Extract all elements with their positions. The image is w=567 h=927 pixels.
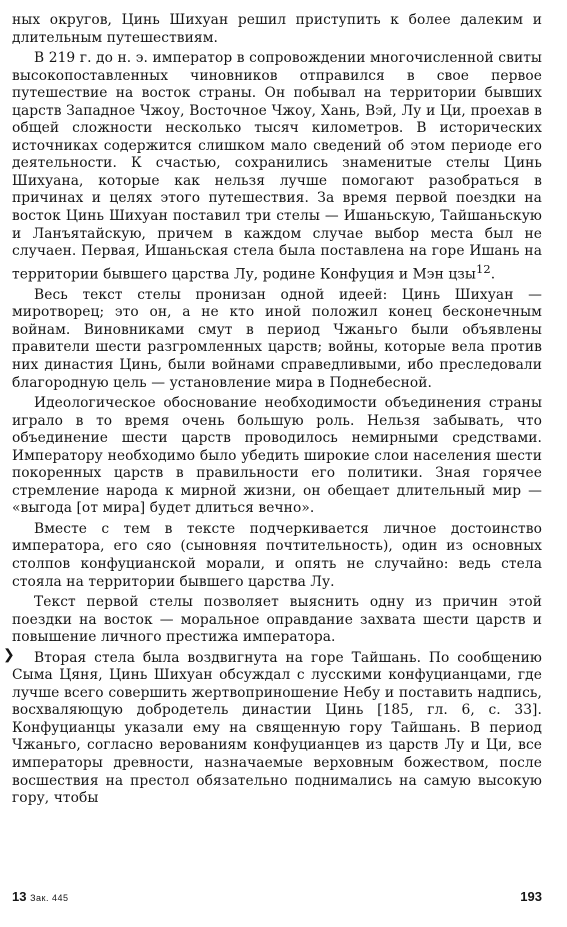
paragraph-continued: ных округов, Цинь Шихуан решил приступить к более далеким и длительным путешествиям.: [12, 12, 542, 46]
paragraph-second-stela: Вторая стела была воздвигнута на горе Тайшань. По сообщению Сыма Цяня, Цинь Шихуан обсуждал с лусскими конфуцианцами, где лучше всего совершить жертвоприношение Небу и поставить надпись, восхваляющую добродетель династии Цинь [185, гл. 6, с. 33]. Конфуцианцы указали ему на священную гору Тайшань. В период Чжаньго, согласно верованиям конфуцианцев из царств Лу и Ци, все императоры древности, назначаемые верховным божеством, после восшествия на престол обязательно поднимались на самую высокую гору, чтобы: [12, 649, 542, 807]
paragraph-first-journey-text: В 219 г. до н. э. император в сопровождении многочисленной свиты высокопоставленных чиновников отправился в свое первое путешествие на восток страны. Он побывал на территории бывших царств Западное Чжоу, Восточное Чжоу, Хань, Вэй, Лу и Ци, проехав в общей сложности несколько тысяч километров. В исторических источниках содержится слишком мало сведений об этом периоде его деятельности. К счастью, сохранились знаменитые стелы Цинь Шихуана, которые как нельзя лучше помогают разобраться в причинах и целях этого путешествия. За время первой поездки на восток Цинь Шихуан поставил три стелы — Ишаньскую, Тайшаньскую и Ланъятайскую, причем в каждом случае выбор места был не случаен. Первая, Ишаньская стела была поставлена на горе Ишань на территории бывшего царства Лу, родине Конфуция и Мэн цзы: [12, 50, 542, 283]
signature-code: Зак. 445: [30, 893, 69, 903]
paragraph-dignity: Вместе с тем в тексте подчеркивается личное достоинство императора, его сяо (сыновняя почтительность), один из основных столпов конфуцианской морали, и опять не случайно: ведь стела стояла на территории бывшего царства Лу.: [12, 520, 542, 590]
page-text: [12, 12, 542, 808]
margin-marker: ❯: [3, 647, 15, 663]
page-footer: [12, 889, 542, 909]
paragraph-first-stela-purpose: Текст первой стелы позволяет выяснить одну из причин этой поездки на восток — моральное оправдание захвата шести царств и повышение личного престижа императора.: [12, 594, 542, 646]
signature-number: 13: [12, 889, 27, 904]
paragraph-stela-text: Весь текст стелы пронизан одной идеей: Цинь Шихуан — миротворец; это он, а не кто иной положил конец бесконечным войнам. Виновниками смут в период Чжаньго были объявлены правители шести разгромленных царств; войны, которые вела против них династия Цинь, были войнами справедливыми, ибо преследовали благородную цель — установление мира в Поднебесной.: [12, 286, 542, 391]
paragraph-first-journey: В 219 г. до н. э. император в сопровождении многочисленной свиты высокопоставленных чиновников отправился в свое первое путешествие на восток страны. Он побывал на территории бывших царств Западное Чжоу, Восточное Чжоу, Хань, Вэй, Лу и Ци, проехав в общей сложности несколько тысяч километров. В исторических источниках содержится слишком мало сведений об этом периоде его деятельности. К счастью, сохранились знаменитые стелы Цинь Шихуана, которые как нельзя лучше помогают разобраться в причинах и целях этого путешествия. За время первой поездки на восток Цинь Шихуан поставил три стелы — Ишаньскую, Тайшаньскую и Ланъятайскую, причем в каждом случае выбор места был не случаен. Первая, Ишаньская стела была поставлена на горе Ишань на территории бывшего царства Лу, родине Конфуция и Мэн цзы$^{12}$.: [12, 50, 542, 283]
page-number: 193: [520, 889, 542, 904]
paragraph-ideology: Идеологическое обоснование необходимости объединения страны играло в то время очень большую роль. Нельзя забывать, что объединение шести царств проводилось немирными средствами. Императору необходимо было убедить широкие слои населения шести покоренных царств в правильности его политики. Зная горячее стремление народа к мирной жизни, он обещает длительный мир — «выгода [от мира] будет длиться вечно».: [12, 395, 542, 517]
printer-signature: [12, 889, 69, 904]
footnote-ref: 12: [475, 261, 491, 276]
